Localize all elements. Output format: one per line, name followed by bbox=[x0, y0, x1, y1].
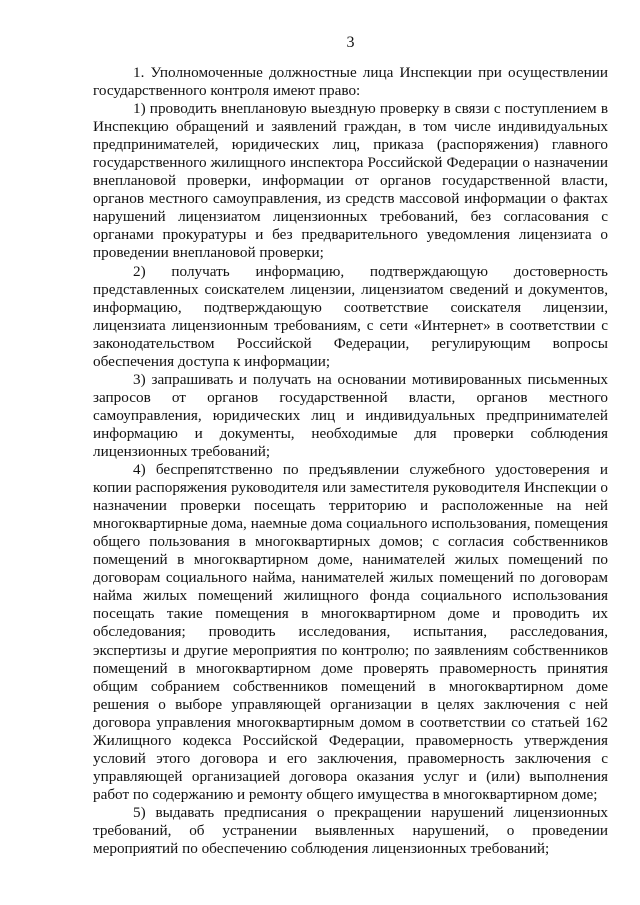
paragraph-intro: 1. Уполномоченные должностные лица Инспекции при осуществлении государственного контроля имеют право: bbox=[93, 64, 608, 100]
page-number: 3 bbox=[346, 34, 355, 51]
document-body bbox=[93, 64, 608, 858]
paragraph-item-2: 2) получать информацию, подтверждающую достоверность представленных соискателем лицензии, лицензиатом сведений и документов, информацию, подтверждающую соответствие соискателя лицензии, лицензиата лицензионным требованиям, с сети «Интернет» в соответствии с законодательством Российской Федерации, регулирующим вопросы обеспечения доступа к информации; bbox=[93, 262, 608, 370]
paragraph-item-5: 5) выдавать предписания о прекращении нарушений лицензионных требований, об устранении выявленных нарушений, о проведении мероприятий по обеспечению соблюдения лицензионных требований; bbox=[93, 803, 608, 858]
paragraph-item-3: 3) запрашивать и получать на основании мотивированных письменных запросов от органов государственной власти, органов местного самоуправления, юридических лиц и индивидуальных предпринимателей информацию и документы, необходимые для проверки соблюдения лицензионных требований; bbox=[93, 370, 608, 460]
paragraph-item-4: 4) беспрепятственно по предъявлении служебного удостоверения и копии распоряжения руководителя или заместителя руководителя Инспекции о назначении проверки посещать территорию и расположенные на ней многоквартирные дома, наемные дома социального использования, помещения общего пользования в многоквартирных домов; с согласия собственников помещений в многоквартирном доме, нанимателей жилых помещений по договорам социального найма, нанимателей жилых помещений по договорам найма жилых помещений жилищного фонда социального использования посещать такие помещения в многоквартирном доме и проводить их обследования; проводить исследования, испытания, расследования, экспертизы и другие мероприятия по контролю; по заявлениям собственников помещений в многоквартирном доме проверять правомерность принятия общим собранием собственников помещений в многоквартирном доме решения о выборе управляющей организации в целях заключения с ней договора управления многоквартирным домом в соответствии со статьей 162 Жилищного кодекса Российской Федерации, правомерность утверждения условий этого договора и его заключения, правомерность заключения с управляющей организацией договора оказания услуг и (или) выполнения работ по содержанию и ремонту общего имущества в многоквартирном доме; bbox=[93, 461, 608, 803]
paragraph-item-1: 1) проводить внеплановую выездную проверку в связи с поступлением в Инспекцию обращений и заявлений граждан, в том числе индивидуальных предпринимателей, юридических лиц, приказа (распоряжения) главного государственного жилищного инспектора Российской Федерации о назначении внеплановой проверки, информации от органов государственной власти, органов местного самоуправления, из средств массовой информации о фактах нарушений лицензиатом лицензионных требований, без согласования с органами прокуратуры и без предварительного уведомления лицензиата о проведении внеплановой проверки; bbox=[93, 100, 608, 262]
